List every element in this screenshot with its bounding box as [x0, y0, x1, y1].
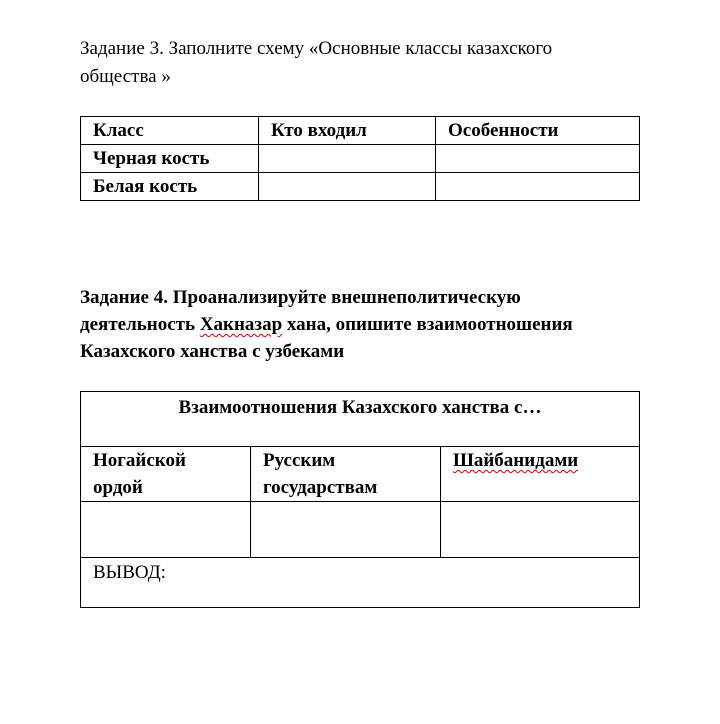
task4-title — [80, 284, 660, 365]
row-features-cell[interactable] — [436, 145, 640, 173]
table-row — [81, 502, 640, 558]
russian-answer-cell[interactable] — [251, 502, 441, 558]
row-members-cell[interactable] — [259, 145, 436, 173]
table-row — [81, 173, 640, 201]
nogai-line1: Ногайской — [93, 450, 186, 471]
russian-line1: Русским — [263, 450, 336, 471]
nogai-line2: ордой — [93, 477, 143, 498]
header-members: Кто входил — [259, 117, 436, 145]
conclusion-cell[interactable]: ВЫВОД: — [81, 558, 640, 608]
row-members-cell[interactable] — [259, 173, 436, 201]
nogai-horde-cell — [81, 447, 251, 502]
relations-table — [80, 391, 640, 608]
table-row — [81, 558, 640, 608]
task4-title-text: деятельность — [80, 314, 200, 335]
shaybanids-label: Шайбанидами — [453, 450, 579, 471]
row-features-cell[interactable] — [436, 173, 640, 201]
table-header-row — [81, 392, 640, 447]
header-class: Класс — [81, 117, 259, 145]
task3-title-line2: общества » — [80, 66, 171, 87]
task3-title-line1: Задание 3. Заполните схему «Основные классы казахского — [80, 38, 553, 59]
table-header-row — [81, 117, 640, 145]
nogai-answer-cell[interactable] — [81, 502, 251, 558]
task4-title-line2 — [80, 311, 660, 338]
russian-line2: государствам — [263, 477, 378, 498]
russian-state-cell — [251, 447, 441, 502]
task4-title-text: хана, опишите взаимоотношения — [282, 314, 573, 335]
task3-title — [80, 35, 650, 91]
header-features: Особенности — [436, 117, 640, 145]
shaybanids-cell — [441, 447, 640, 502]
task4-title-line1: Задание 4. Проанализируйте внешнеполитическую — [80, 287, 521, 308]
row-class-cell: Черная кость — [81, 145, 259, 173]
task4-title-line3: Казахского ханства с узбеками — [80, 341, 345, 362]
shaybanids-answer-cell[interactable] — [441, 502, 640, 558]
row-class-cell: Белая кость — [81, 173, 259, 201]
classes-table — [80, 116, 640, 201]
table-row — [81, 145, 640, 173]
table-row — [81, 447, 640, 502]
spellcheck-word: Хакназар — [199, 314, 283, 335]
relations-header: Взаимоотношения Казахского ханства с… — [81, 392, 640, 447]
